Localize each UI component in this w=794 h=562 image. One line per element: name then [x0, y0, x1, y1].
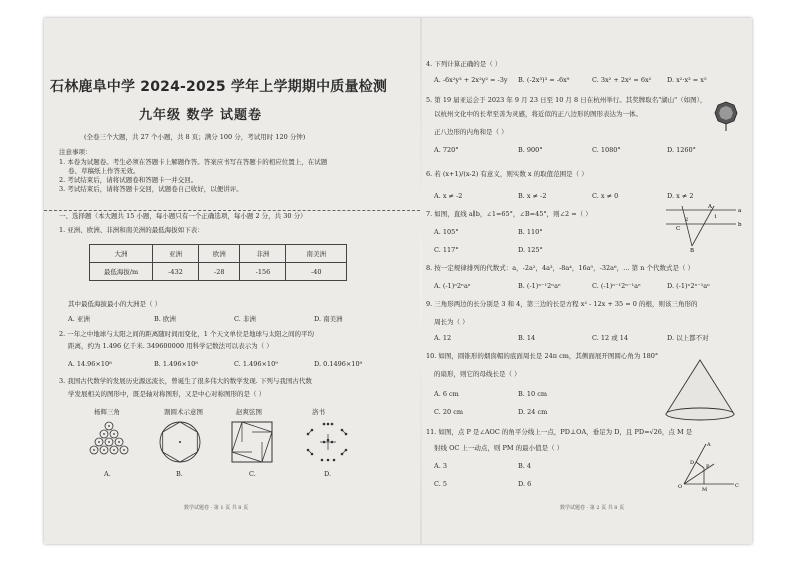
q2-option-a: A. 14.96×10⁸ — [68, 360, 112, 368]
table-row — [90, 245, 347, 263]
fig-label: C — [676, 226, 681, 232]
q9-option-d: D. 以上都不对 — [667, 334, 709, 342]
fig-label: A — [708, 204, 712, 210]
section-divider — [44, 210, 420, 211]
angle-bisector-figure — [674, 438, 740, 494]
fig-label: 2 — [685, 217, 689, 223]
q2-line2: 距离，约为 1.496 亿千米. 349600000 用科学记数法可以表示为（ ） — [68, 342, 273, 350]
zhao-shuang-figure — [230, 420, 276, 466]
fig-label-a: A. — [104, 470, 111, 478]
table-header-cell: 南美洲 — [286, 245, 347, 263]
q10-option-a: A. 6 cm — [434, 390, 459, 398]
notice-2: 2. 考试结束后，请将试题卷和答题卡一并交回。 — [59, 176, 198, 184]
q5-option-d: D. 1260° — [667, 146, 696, 154]
q3-line2: 学发展相关的图形中，既是轴对称图形，又是中心对称图形的是（ ） — [68, 390, 266, 398]
q6-stem: 6. 若 (x+1)/(x-2) 有意义，则实数 x 的取值范围是（ ） — [426, 170, 588, 178]
q7-option-c: C. 117° — [434, 246, 459, 254]
q4-option-c: C. 3x² + 2x² = 6x² — [592, 76, 652, 84]
fig-label: a — [738, 208, 742, 214]
fig-label: M — [702, 487, 708, 493]
fig-title-d: 洛书 — [312, 408, 325, 416]
q6-option-a: A. x ≠ -2 — [434, 192, 463, 200]
table-cell: -40 — [286, 263, 347, 281]
fig-label: A — [707, 442, 711, 448]
exam-title: 石林鹿阜中学 2024-2025 学年上学期期中质量检测 — [50, 79, 388, 95]
table-header-cell: 亚洲 — [153, 245, 199, 263]
q9-line2: 周长为（ ） — [434, 318, 469, 326]
q4-option-a: A. -6x²y³ + 2x²y² = -3y — [434, 76, 508, 84]
table-cell: -28 — [199, 263, 240, 281]
q10-line1: 10. 如图，圆锥形的烟囱帽的底面周长是 24π cm，其侧面展开图圆心角为 180° — [426, 352, 659, 360]
table-cell: -432 — [153, 263, 199, 281]
notice-1b: 卷、草稿纸上作答无效。 — [68, 167, 140, 175]
q2-option-c: C. 1.496×10⁹ — [234, 360, 278, 368]
fig-label-d: D. — [324, 470, 332, 478]
medal-icon — [712, 98, 740, 134]
q1-option-a: A. 亚洲 — [68, 315, 90, 323]
fig-title-a: 杨辉三角 — [94, 408, 120, 416]
fig-label-b: B. — [176, 470, 183, 478]
table-row — [90, 263, 347, 281]
q7-stem: 7. 如图，直线 a∥b，∠1=65°，∠B=45°，则∠2 =（ ） — [426, 210, 592, 218]
q7-option-b: B. 110° — [518, 228, 543, 236]
q8-stem: 8. 按一定规律排列的代数式：a，-2a²，4a³，-8a⁴，16a⁵，-32a⁶，… 第 n 个代数式是（ ） — [426, 264, 695, 272]
q9-line1: 9. 三角形两边的长分别是 3 和 4，第三边的长是方程 x² - 12x + 35 = 0 的根，则该三角形的 — [426, 300, 698, 308]
q9-option-a: A. 12 — [434, 334, 452, 342]
q2-option-d: D. 0.1496×10⁹ — [314, 360, 363, 368]
q5-option-b: B. 900° — [518, 146, 543, 154]
q11-option-c: C. 5 — [434, 480, 448, 488]
exam-subtitle: 九年级 数学 试题卷 — [139, 108, 263, 123]
q1-option-c: C. 非洲 — [234, 315, 256, 323]
exam-meta: (全卷三个大题，共 27 个小题，共 8 页；满分 100 分，考试用时 120 分钟) — [84, 133, 306, 141]
q5-option-a: A. 720° — [434, 146, 459, 154]
q10-option-c: C. 20 cm — [434, 408, 464, 416]
q6-option-d: D. x ≠ 2 — [667, 192, 694, 200]
section-1-heading: 一、选择题（本大题共 15 小题，每小题只有一个正确选项，每小题 2 分，共 30 分） — [59, 212, 307, 220]
q10-option-d: D. 24 cm — [518, 408, 548, 416]
fig-label: D — [690, 460, 695, 466]
q11-option-d: D. 6 — [518, 480, 532, 488]
q5-option-c: C. 1080° — [592, 146, 621, 154]
q8-option-a: A. (-1)ⁿ2ⁿaⁿ — [434, 282, 471, 290]
table-header-cell: 非洲 — [240, 245, 286, 263]
fig-label-c: C. — [249, 470, 256, 478]
fig-label: O — [678, 484, 683, 490]
table-header-cell: 大洲 — [90, 245, 153, 263]
fig-label: B — [690, 248, 695, 254]
q7-option-d: D. 125° — [518, 246, 543, 254]
q9-option-c: C. 12 或 14 — [592, 334, 629, 342]
q4-stem: 4. 下列计算正确的是（ ） — [426, 60, 502, 68]
fig-title-b: 割圆术示意图 — [164, 408, 203, 416]
q1-stem: 1. 亚洲、欧洲、非洲和南美洲的最低海拔如下表： — [59, 226, 204, 234]
footer-page-1: 数学试题卷 · 第 1 页 共 8 页 — [184, 505, 249, 511]
q11-line1: 11. 如图，点 P 是∠AOC 的角平分线上一点，PD⊥OA，垂足为 D，且 PD=√26，点 M 是 — [426, 428, 693, 436]
table-header-cell: 欧洲 — [199, 245, 240, 263]
paper-fold — [420, 18, 422, 544]
q3-line1: 3. 我国古代数学的发展历史源远流长，曾诞生了很多伟大的数学发现. 下列与我国古代数 — [59, 377, 312, 385]
altitude-table — [89, 244, 347, 281]
notice-3: 3. 考试结束后，请将答题卡交回，试题卷自己收好，以便讲评。 — [59, 185, 243, 193]
q5-line3: 正八边形的内角和是（ ） — [434, 128, 508, 136]
q4-option-b: B. (-2x³)³ = -6x⁹ — [518, 76, 570, 84]
notice-1: 1. 本卷为试题卷。考生必须在答题卡上解题作答。答案应书写在答题卡的相应位置上，在试题 — [59, 158, 328, 166]
q9-option-b: B. 14 — [518, 334, 536, 342]
q6-option-b: B. x ≠ -2 — [518, 192, 547, 200]
q2-line1: 2. 一年之中地球与太阳之间的距离随时间而变化，1 个天文单位是地球与太阳之间的平均 — [59, 330, 314, 338]
q6-option-c: C. x ≠ 0 — [592, 192, 619, 200]
circle-cutting-figure — [156, 420, 204, 468]
fig-label: C — [735, 483, 739, 489]
footer-page-2: 数学试题卷 · 第 2 页 共 8 页 — [560, 505, 625, 511]
q10-option-b: B. 10 cm — [518, 390, 548, 398]
q10-line2: 的扇形，则它的母线长是（ ） — [434, 370, 521, 378]
notice-title: 注意事项： — [59, 148, 92, 156]
fig-label: 1 — [714, 214, 718, 220]
q8-option-b: B. (-1)ⁿ⁻¹2ⁿaⁿ — [518, 282, 561, 290]
q1-question: 其中最低海拔最小的大洲是（ ） — [68, 300, 162, 308]
cone-figure — [660, 358, 740, 424]
q8-option-c: C. (-1)ⁿ⁻¹2ⁿ⁻¹aⁿ — [592, 282, 641, 290]
q5-line2: 以杭州文化中的长辈至善为灵感，将近似的正八边形的图形表达为一体。 — [434, 110, 642, 118]
q4-option-d: D. x²·x³ = x⁵ — [667, 76, 707, 84]
fig-label: b — [738, 222, 742, 228]
q7-option-a: A. 105° — [434, 228, 459, 236]
q2-option-b: B. 1.496×10⁸ — [154, 360, 198, 368]
q1-option-b: B. 欧洲 — [154, 315, 176, 323]
fig-label: P — [706, 464, 710, 470]
fig-title-c: 赵爽弦图 — [236, 408, 262, 416]
table-cell: -156 — [240, 263, 286, 281]
exam-paper — [44, 18, 752, 544]
parallel-lines-figure — [664, 202, 744, 252]
q5-line1: 5. 第 19 届亚运会于 2023 年 9 月 23 日至 10 月 8 日在杭州举行。其奖牌取名"湖山"（如图）， — [426, 96, 707, 104]
q11-option-b: B. 4 — [518, 462, 532, 470]
q1-option-d: D. 南美洲 — [314, 315, 343, 323]
table-row-label: 最低海拔/m — [90, 263, 153, 281]
yanghui-triangle-figure — [84, 418, 134, 468]
q8-option-d: D. (-1)ⁿ2ⁿ⁻¹aⁿ — [667, 282, 710, 290]
luoshu-figure — [302, 420, 352, 466]
q11-line2: 射线 OC 上一动点，则 PM 的最小值是（ ） — [434, 444, 564, 452]
q11-option-a: A. 3 — [434, 462, 447, 470]
